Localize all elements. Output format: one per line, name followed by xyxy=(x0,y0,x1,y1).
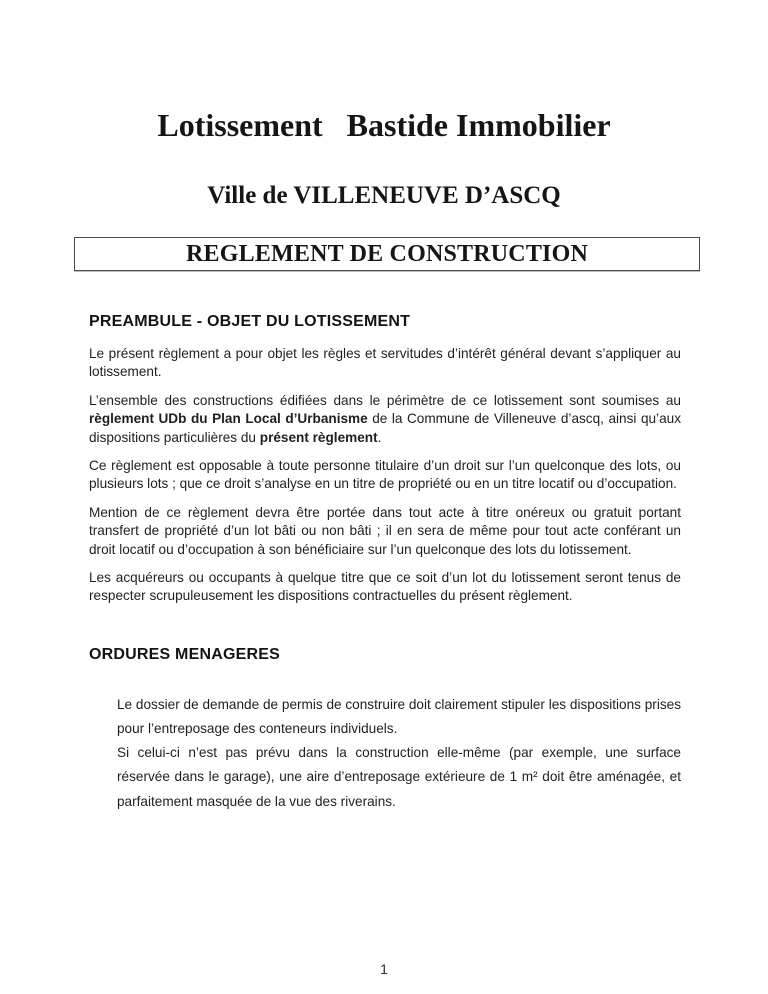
paragraph-preambule-3: Ce règlement est opposable à toute personne titulaire d’un droit sur l’un quelconque des lots, ou plusieurs lots ; que ce droit s’analyse en un titre de propriété ou en un titre locatif ou d’occupation. xyxy=(89,458,681,492)
paragraph-preambule-2: L’ensemble des constructions édifiées dans le périmètre de ce lotissement sont soumises au règlement UDb du Plan Local d’Urbanisme de la Commune de Villeneuve d’ascq, ainsi qu’aux dispositions particulières du présent règlement. xyxy=(89,392,681,445)
paragraph-preambule-1: Le présent règlement a pour objet les règles et servitudes d’intérêt général devant s’appliquer au lotissement. xyxy=(89,346,681,380)
section-heading-preambule: PREAMBULE - OBJET DU LOTISSEMENT xyxy=(89,313,411,330)
document-subtitle: Ville de VILLENEUVE D’ASCQ xyxy=(207,182,561,209)
document-body xyxy=(89,312,681,814)
section-heading-ordures: ORDURES MENAGERES xyxy=(89,645,280,663)
page-number: 1 xyxy=(380,961,388,977)
paragraph-preambule-4: Mention de ce règlement devra être portée dans tout acte à titre onéreux ou gratuit portant transfert de propriété d’un lot bâti ou non bâti ; il en sera de même pour tout acte conférant un droit locatif ou d’occupation à son bénéficiaire sur l’un quelconque des lots du lotissement. xyxy=(89,504,681,557)
regulation-banner-text: REGLEMENT DE CONSTRUCTION xyxy=(186,240,588,267)
regulation-banner xyxy=(74,237,700,271)
ordures-indented-block xyxy=(89,693,681,814)
paragraph-preambule-5: Les acquéreurs ou occupants à quelque titre que ce soit d’un lot du lotissement seront tenus de respecter scrupuleusement les dispositions contractuelles du présent règlement. xyxy=(89,570,681,604)
paragraph-ordures-2: Si celui-ci n’est pas prévu dans la construction elle-même (par exemple, une surface réservée dans le garage), une aire d’entreposage extérieure de 1 m² doit être aménagée, et parfaitement masquée de la vue des riverains. xyxy=(117,745,681,809)
paragraph-ordures-1: Le dossier de demande de permis de construire doit clairement stipuler les dispositions prises pour l’entreposage des conteneurs individuels. xyxy=(117,696,681,737)
document-title: Lotissement Bastide Immobilier xyxy=(157,107,611,143)
